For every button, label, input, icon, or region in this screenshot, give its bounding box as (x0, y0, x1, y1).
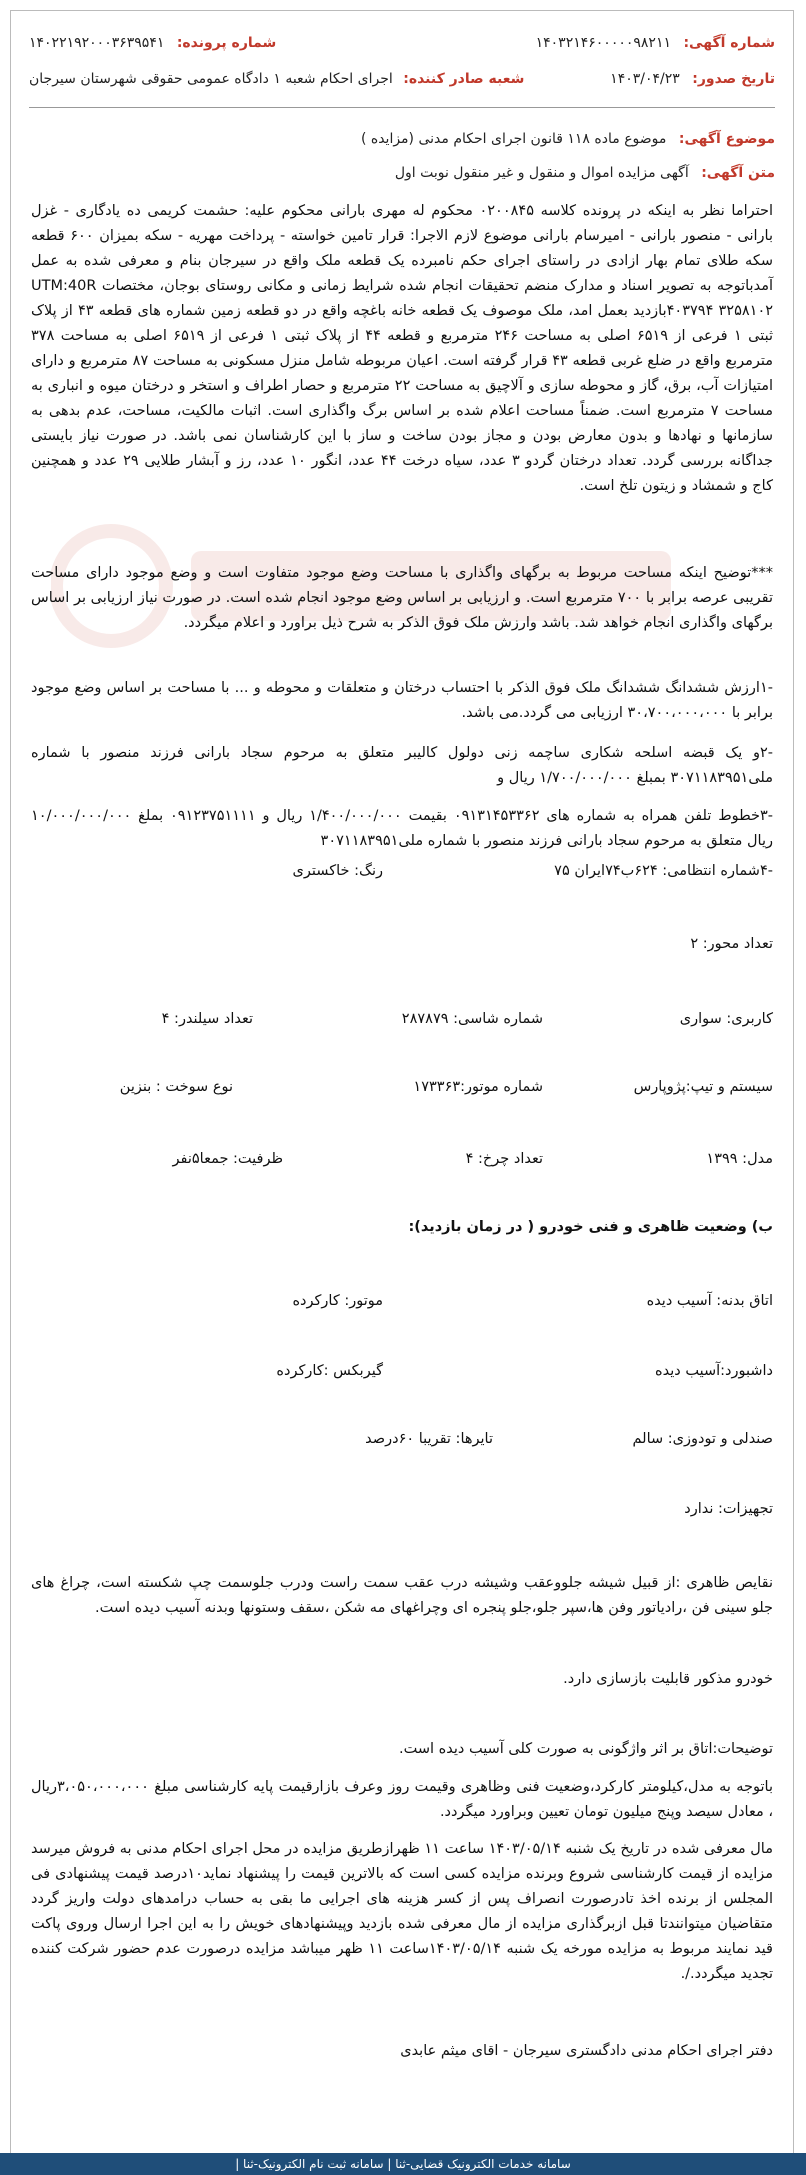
equipment: تجهیزات: ندارد (684, 1501, 773, 1517)
footer-bar (0, 2153, 806, 2175)
text-title: آگهی مزایده اموال و منقول و غیر منقول نوبت اول (394, 165, 689, 181)
issue-date-label: تاریخ صدور: (692, 71, 775, 87)
text-title-row (29, 163, 775, 183)
cylinder-count: تعداد سیلندر: ۴ (161, 1011, 253, 1027)
subject-row (29, 129, 775, 149)
vehicle-color: رنگ: خاکستری (292, 863, 383, 879)
model-year: مدل: ۱۳۹۹ (706, 1151, 773, 1167)
main-paragraph: احتراما نظر به اینکه در پرونده کلاسه ۰۲۰۰۸۴۵ محکوم له مهری بارانی محکوم علیه: حشمت کریمی ده یادگاری - غزل بارانی - منصور بارانی - امیرسام بارانی موضوع لازم الاجرا: قرار تامین خواسته - پرداخت مهریه - سکه بمیزان ۶۰۰ قطعه سکه طلای تمام بهار ازادی در راستای اجرای حکم نامبرده یک قطعه ملک واقع در سیرجان بنام و معرفی شده به عمل آمدباتوجه به تصویر اسناد و مدارک منضم تحقیقات انجام شده شرایط زمانی و مکانی روستای بوجان، مختصات UTM:40R ۴۰۳۷۹۴ ۳۲۵۸۱۰۲بازدید بعمل امد، ملک موصوف یک قطعه خانه باغچه واقع در دو قطعه زمین شماره های قطعه ۴۳ از پلاک ثبتی ۱ فرعی از ۶۵۱۹ اصلی به مساحت ۲۴۶ مترمربع و قطعه ۴۴ از پلاک ثبتی ۱ فرعی از ۶۵۱۹ اصلی به مساحت ۳۷۸ مترمربع واقع در ضلع غربی قطعه ۴۳ قرار گرفته است. اعیان مربوطه شامل منزل مسکونی به مساحت ۸۷ مترمربع و دارای امتیازات آب، برق، گاز و محوطه سازی و آلاچیق به مساحت ۲۲ مترمربع و حصار اطراف و استخر و درختان میوه و انباری به مساحت ۷ مترمربع است. ضمناً مساحت اعلام شده بر اساس برگ واگذاری است. اثبات مالکیت، مساحت، عدم بدهی به سازمانها و نهادها و بدون معارض بودن و مجاز بودن ساخت و ساز با این کارشناسان نمی باشد. در صورت نیاز بایستی جداگانه بررسی گردد. تعداد درختان گردو ۳ عدد، سیاه درخت ۴۴ عدد، انگور ۱۰ عدد، رز و آبشار طلایی ۲۹ عدد و همچنین کاج و شمشاد و زیتون تلخ است. (31, 203, 774, 494)
case-no-label: شماره پرونده: (176, 35, 277, 51)
item-3: -۳خطوط تلفن همراه به شماره های ۰۹۱۳۱۴۵۳۳۶۲ بقیمت ۱/۴۰۰/۰۰۰/۰۰۰ ریال و ۰۹۱۲۳۷۵۱۱۱۱ بملغ ۱۰/۰۰۰/۰۰۰/۰۰۰ ریال متعلق به مرحوم سجاد بارانی فرزند منصور با شماره ملی۳۰۷۱۱۸۳۹۵۱ (31, 808, 774, 849)
auction-terms: مال معرفی شده در تاریخ یک شنبه ۱۴۰۳/۰۵/۱۴ ساعت ۱۱ ظهرازطریق مزایده در محل اجرای احکام مدنی به فروش میرسد مزایده از قیمت کارشناسی شروع وبرنده مزایده کسی است که بالاترین قیمت را پیشنهاد نماید۱۰درصد قیمت پیشنهادی فی المجلس از برنده اخذ تادرصورت انصراف پس از کسر هزینه های اجرایی ما بقی به حساب درامدهای دولت واریز گردد متقاضیان میتوانندتا قبل ازبرگذاری مزایده از مال معرفی شده بازدید وپیشنهادهای خویش را به این اجرا ارسال وروی پاکت قید نمایند مربوط به مزایده مورخه یک شنبه ۱۴۰۳/۰۵/۱۴ساعت ۱۱ ظهر میباشد مزایده درصورت عدم حضور شرکت کننده تجدید میگردد./. (31, 1841, 773, 1982)
tires-condition: تایرها: تقریبا ۶۰درصد (365, 1431, 493, 1447)
wheel-count: تعداد چرخ: ۴ (465, 1151, 543, 1167)
text-label: متن آگهی: (701, 165, 775, 181)
issuer-label: شعبه صادر کننده: (403, 71, 525, 87)
subject: موضوع ماده ۱۱۸ قانون اجرای احکام مدنی (مزایده ) (360, 131, 667, 147)
document-page (10, 10, 794, 2160)
system-type: سیستم و تیپ:پژوپارس (633, 1079, 773, 1095)
item-1: -۱ارزش ششدانگ ششدانگ ملک فوق الذکر با احتساب درختان و متعلقات و محوطه و ... با مساحت بر اساس وضع موجود برابر با ۳۰،۷۰۰،۰۰۰،۰۰۰ ارزیابی می گردد.می باشد. (31, 680, 773, 721)
footer-text[interactable]: سامانه خدمات الکترونیک قضایی-ثنا | سامانه ثبت نام الکترونیک-ثنا | (235, 2157, 571, 2171)
case-no: ۱۴۰۲۲۱۹۲۰۰۰۳۶۳۹۵۴۱ (29, 35, 165, 51)
repairable-note: خودرو مذکور قابلیت بازسازی دارد. (563, 1671, 773, 1687)
issue-date: ۱۴۰۳/۰۴/۲۳ (610, 71, 680, 87)
engine-no: شماره موتور:۱۷۳۳۶۳ (413, 1079, 543, 1095)
chassis-no: شماره شاسی: ۲۸۷۸۷۹ (401, 1011, 543, 1027)
condition-title: ب) وضعیت ظاهری و فنی خودرو ( در زمان بازدید): (408, 1219, 773, 1235)
note-paragraph: ***توضیح اینکه مساحت مربوط به برگهای واگذاری با مساحت وضع موجود متفاوت است و وضع موجود دارای مساحت تقریبی عرصه برابر با ۷۰۰ مترمربع است. و ارزیابی بر اساس وضع موجود انجام شده است. در صورت نیاز ارزیابی بر اساس برگهای واگذاری انجام خواهد شد. باشد وارزش ملک فوق الذکر به شرح ذیل براورد و اعلام میگردد. (31, 565, 773, 631)
ad-no-label: شماره آگهی: (683, 35, 775, 51)
signature-line: دفتر اجرای احکام مدنی دادگستری سیرجان - اقای میثم عابدی (400, 2043, 773, 2059)
motor-condition: موتور: کارکرده (292, 1293, 383, 1309)
usage: کاربری: سواری (679, 1011, 773, 1027)
seats-condition: صندلی و تودوزی: سالم (632, 1431, 773, 1447)
header-row-2 (29, 69, 775, 89)
capacity: ظرفیت: جمعا۵نفر (172, 1151, 283, 1167)
cabin-condition: اتاق بدنه: آسیب دیده (646, 1293, 773, 1309)
defects: نقایص ظاهری :از قبیل شیشه جلووعقب وشیشه درب عقب سمت راست ودرب جلوسمت چپ شکسته است، چراغ های جلو سینی فن ،رادیاتور وفن ها،سپر جلو،جلو پنجره ای وچراغهای مه شکن ،سقف وستونها وبدنه آسیب دیده است. (31, 1575, 773, 1616)
fuel-type: نوع سوخت : بنزین (119, 1079, 233, 1095)
dashboard-condition: داشبورد:آسیب دیده (655, 1363, 773, 1379)
ad-no: ۱۴۰۳۲۱۴۶۰۰۰۰۰۹۸۲۱۱ (535, 35, 671, 51)
notes: توضیحات:اتاق بر اثر واژگونی به صورت کلی آسیب دیده است. (399, 1741, 773, 1757)
axle-count: تعداد محور: ۲ (690, 936, 773, 952)
subject-label: موضوع آگهی: (678, 131, 775, 147)
item-2: -۲و یک قبضه اسلحه شکاری ساچمه زنی دولول کالیبر متعلق به مرحوم سجاد بارانی فرزند منصور با شماره ملی۳۰۷۱۱۸۳۹۵۱ بمبلغ ۱/۷۰۰/۰۰۰/۰۰۰ ریال و (31, 745, 773, 786)
issuer: اجرای احکام شعبه ۱ دادگاه عمومی حقوقی شهرستان سیرجان (29, 71, 393, 87)
header-divider (29, 107, 775, 108)
header-row-1 (29, 33, 775, 53)
valuation: باتوجه به مدل،کیلومتر کارکرد،وضعیت فنی وظاهری وقیمت روز وعرف بازارقیمت پایه کارشناسی مبلغ ۳،۰۵۰،۰۰۰،۰۰۰ریال ، معادل سیصد وپنج میلیون تومان تعیین وبراورد میگردد. (31, 1779, 773, 1820)
gearbox-condition: گیربکس :کارکرده (276, 1363, 383, 1379)
plate-number: -۴شماره انتظامی: ۶۲۴ب۷۴ایران ۷۵ (554, 863, 773, 879)
